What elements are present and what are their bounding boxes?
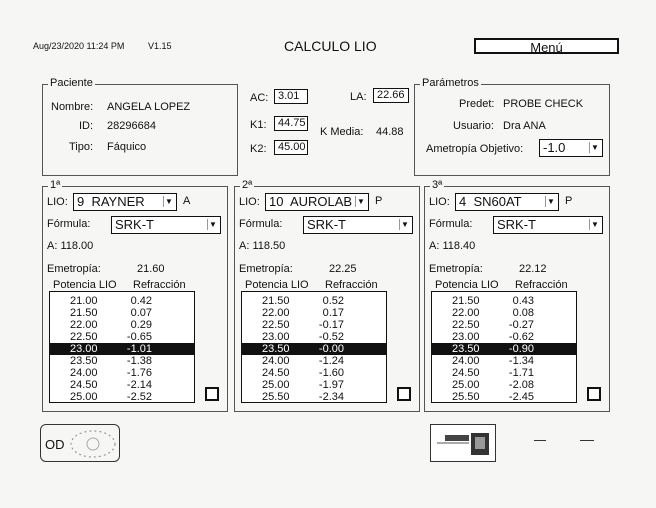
potencia-cell: 23.50 bbox=[262, 343, 290, 355]
iol-panel-3 bbox=[424, 179, 610, 412]
table-row[interactable] bbox=[432, 295, 576, 307]
lio-label: LIO: bbox=[47, 196, 68, 208]
power-table[interactable] bbox=[431, 291, 577, 403]
refraccion-cell: 0.08 bbox=[512, 307, 534, 319]
refraccion-cell: -2.08 bbox=[508, 379, 534, 391]
la-field[interactable]: 22.66 bbox=[373, 88, 409, 103]
potencia-cell: 22.50 bbox=[262, 319, 290, 331]
emetropia-value: 22.12 bbox=[519, 263, 547, 275]
potencia-cell: 22.50 bbox=[70, 331, 98, 343]
lio-value: 9 RAYNER bbox=[77, 194, 145, 209]
potencia-cell: 25.00 bbox=[452, 379, 480, 391]
lio-label: LIO: bbox=[429, 196, 450, 208]
table-row[interactable] bbox=[50, 331, 194, 343]
formula-select[interactable] bbox=[493, 216, 603, 234]
potencia-cell: 23.50 bbox=[70, 355, 98, 367]
col-potencia-header: Potencia LIO bbox=[53, 279, 117, 291]
potencia-cell: 23.00 bbox=[262, 331, 290, 343]
iol-panel-1 bbox=[42, 179, 228, 412]
lio-select[interactable] bbox=[265, 193, 369, 211]
chevron-down-icon: ▼ bbox=[355, 196, 366, 207]
potencia-cell: 25.00 bbox=[70, 391, 98, 403]
potencia-cell: 22.00 bbox=[70, 319, 98, 331]
refraccion-cell: -2.34 bbox=[318, 391, 344, 403]
table-row[interactable] bbox=[242, 367, 386, 379]
predet-value: PROBE CHECK bbox=[503, 98, 584, 110]
power-table[interactable] bbox=[49, 291, 195, 403]
lio-suffix: A bbox=[183, 195, 191, 207]
table-row[interactable] bbox=[242, 391, 386, 403]
name-label: Nombre: bbox=[51, 101, 94, 113]
ametropia-select[interactable] bbox=[539, 139, 603, 157]
iol-panel-2 bbox=[234, 179, 420, 412]
a-constant: A: 118.00 bbox=[47, 240, 94, 252]
refraccion-cell: -2.14 bbox=[126, 379, 152, 391]
a-constant: A: 118.50 bbox=[239, 240, 286, 252]
refraccion-cell: -0.52 bbox=[318, 331, 344, 343]
potencia-cell: 21.50 bbox=[70, 307, 98, 319]
table-row[interactable] bbox=[242, 307, 386, 319]
eye-od-button[interactable] bbox=[40, 424, 120, 462]
table-row[interactable] bbox=[242, 379, 386, 391]
table-row[interactable] bbox=[432, 391, 576, 403]
ac-label: AC: bbox=[250, 92, 269, 104]
id-label: ID: bbox=[79, 120, 94, 132]
chevron-down-icon: ▼ bbox=[207, 219, 218, 230]
k2-field[interactable]: 45.00 bbox=[274, 140, 308, 155]
refraccion-cell: -0.65 bbox=[126, 331, 152, 343]
panel-legend: 2ª bbox=[242, 179, 253, 191]
refraccion-cell: 0.07 bbox=[130, 307, 152, 319]
chevron-down-icon: ▼ bbox=[589, 142, 600, 153]
col-refraccion-header: Refracción bbox=[133, 279, 186, 291]
potencia-cell: 23.00 bbox=[452, 331, 480, 343]
ac-field[interactable]: 3.01 bbox=[274, 89, 308, 104]
ametropia-label: Ametropía Objetivo: bbox=[426, 143, 524, 155]
refraccion-cell: -1.34 bbox=[508, 355, 534, 367]
lio-select[interactable] bbox=[73, 193, 177, 211]
patient-name: ANGELA LOPEZ bbox=[107, 101, 191, 113]
refraccion-cell: -1.24 bbox=[318, 355, 344, 367]
table-row[interactable] bbox=[432, 319, 576, 331]
a-constant: A: 118.40 bbox=[429, 240, 476, 252]
potencia-cell: 24.00 bbox=[70, 367, 98, 379]
lio-value: 10 AUROLAB bbox=[269, 194, 353, 209]
potencia-cell: 21.50 bbox=[262, 295, 290, 307]
potencia-cell: 25.00 bbox=[262, 379, 290, 391]
potencia-cell: 21.50 bbox=[452, 295, 480, 307]
refraccion-cell: 0.52 bbox=[322, 295, 344, 307]
eye-icon bbox=[67, 427, 119, 461]
power-table[interactable] bbox=[241, 291, 387, 403]
refraccion-cell: -1.01 bbox=[126, 343, 152, 355]
potencia-cell: 24.00 bbox=[262, 355, 290, 367]
k2-label: K2: bbox=[250, 143, 267, 155]
refraccion-cell: 0.42 bbox=[130, 295, 152, 307]
refraccion-cell: -0.27 bbox=[508, 319, 534, 331]
refraccion-cell: -2.52 bbox=[126, 391, 152, 403]
table-row[interactable] bbox=[50, 295, 194, 307]
table-row[interactable] bbox=[432, 367, 576, 379]
table-row[interactable] bbox=[432, 379, 576, 391]
refraccion-cell: -0.62 bbox=[508, 331, 534, 343]
refraccion-cell: -0.90 bbox=[508, 343, 534, 355]
od-label: OD bbox=[45, 437, 65, 452]
refraccion-cell: 0.29 bbox=[130, 319, 152, 331]
timestamp: Aug/23/2020 11:24 PM bbox=[33, 41, 125, 51]
table-row[interactable] bbox=[50, 391, 194, 403]
potencia-cell: 22.50 bbox=[452, 319, 480, 331]
potencia-cell: 25.50 bbox=[452, 391, 480, 403]
select-checkbox[interactable] bbox=[205, 387, 219, 401]
chevron-down-icon: ▼ bbox=[545, 196, 556, 207]
predet-label: Predet: bbox=[459, 98, 495, 110]
patient-group bbox=[42, 77, 238, 176]
lio-label: LIO: bbox=[239, 196, 260, 208]
patient-type: Fáquico bbox=[107, 141, 147, 153]
params-group bbox=[414, 77, 610, 176]
divider-left bbox=[534, 440, 546, 441]
table-row[interactable] bbox=[242, 331, 386, 343]
user-value: Dra ANA bbox=[503, 120, 546, 132]
k1-field[interactable]: 44.75 bbox=[274, 116, 308, 131]
col-refraccion-header: Refracción bbox=[325, 279, 378, 291]
col-potencia-header: Potencia LIO bbox=[245, 279, 309, 291]
potencia-cell: 25.50 bbox=[262, 391, 290, 403]
chevron-down-icon: ▼ bbox=[589, 219, 600, 230]
refraccion-cell: -1.97 bbox=[318, 379, 344, 391]
formula-value: SRK-T bbox=[307, 217, 346, 232]
formula-select[interactable] bbox=[303, 216, 413, 234]
lio-suffix: P bbox=[565, 195, 573, 207]
type-label: Tipo: bbox=[69, 141, 94, 153]
table-row[interactable] bbox=[50, 379, 194, 391]
table-row[interactable] bbox=[50, 307, 194, 319]
refraccion-cell: -1.60 bbox=[318, 367, 344, 379]
potencia-cell: 22.00 bbox=[452, 307, 480, 319]
patient-id: 28296684 bbox=[107, 120, 156, 132]
potencia-cell: 24.00 bbox=[452, 355, 480, 367]
refraccion-cell: 0.17 bbox=[322, 307, 344, 319]
kmedia-value: 44.88 bbox=[376, 126, 404, 138]
table-row[interactable] bbox=[432, 355, 576, 367]
potencia-cell: 22.00 bbox=[262, 307, 290, 319]
patient-legend: Paciente bbox=[50, 77, 93, 89]
divider-right bbox=[580, 440, 594, 441]
table-row[interactable] bbox=[242, 343, 386, 355]
printer-icon bbox=[431, 425, 495, 461]
potencia-cell: 24.50 bbox=[452, 367, 480, 379]
table-row[interactable] bbox=[432, 307, 576, 319]
kmedia-label: K Media: bbox=[320, 126, 364, 138]
refraccion-cell: -0.17 bbox=[318, 319, 344, 331]
panel-legend: 3ª bbox=[432, 179, 443, 191]
lio-select[interactable] bbox=[455, 193, 559, 211]
refraccion-cell: -0.00 bbox=[318, 343, 344, 355]
emetropia-label: Emetropía: bbox=[47, 263, 101, 275]
formula-label: Fórmula: bbox=[47, 218, 91, 230]
refraccion-cell: -2.45 bbox=[508, 391, 534, 403]
table-row[interactable] bbox=[50, 355, 194, 367]
table-row[interactable] bbox=[50, 343, 194, 355]
formula-select[interactable] bbox=[111, 216, 221, 234]
table-row[interactable] bbox=[50, 367, 194, 379]
select-checkbox[interactable] bbox=[397, 387, 411, 401]
version-label: V1.15 bbox=[148, 41, 172, 51]
emetropia-value: 22.25 bbox=[329, 263, 357, 275]
potencia-cell: 24.50 bbox=[70, 379, 98, 391]
potencia-cell: 24.50 bbox=[262, 367, 290, 379]
refraccion-cell: -1.71 bbox=[508, 367, 534, 379]
chevron-down-icon: ▼ bbox=[163, 196, 174, 207]
print-button[interactable] bbox=[430, 424, 496, 462]
lio-suffix: P bbox=[375, 195, 383, 207]
emetropia-label: Emetropía: bbox=[239, 263, 293, 275]
table-row[interactable] bbox=[432, 331, 576, 343]
refraccion-cell: -1.76 bbox=[126, 367, 152, 379]
emetropia-value: 21.60 bbox=[137, 263, 165, 275]
col-potencia-header: Potencia LIO bbox=[435, 279, 499, 291]
refraccion-cell: -1.38 bbox=[126, 355, 152, 367]
page-title: CALCULO LIO bbox=[284, 38, 377, 54]
table-row[interactable] bbox=[432, 343, 576, 355]
potencia-cell: 23.00 bbox=[70, 343, 98, 355]
table-row[interactable] bbox=[242, 355, 386, 367]
ametropia-value: -1.0 bbox=[543, 140, 566, 155]
lio-value: 4 SN60AT bbox=[459, 194, 522, 209]
select-checkbox[interactable] bbox=[587, 387, 601, 401]
user-label: Usuario: bbox=[453, 120, 494, 132]
formula-label: Fórmula: bbox=[239, 218, 283, 230]
formula-label: Fórmula: bbox=[429, 218, 473, 230]
k1-label: K1: bbox=[250, 119, 267, 131]
col-refraccion-header: Refracción bbox=[515, 279, 568, 291]
menu-button[interactable]: Menú bbox=[474, 38, 619, 54]
table-row[interactable] bbox=[50, 319, 194, 331]
la-label: LA: bbox=[350, 91, 367, 103]
refraccion-cell: 0.43 bbox=[512, 295, 534, 307]
potencia-cell: 21.00 bbox=[70, 295, 98, 307]
params-legend: Parámetros bbox=[422, 77, 479, 89]
potencia-cell: 23.50 bbox=[452, 343, 480, 355]
table-row[interactable] bbox=[242, 319, 386, 331]
table-row[interactable] bbox=[242, 295, 386, 307]
formula-value: SRK-T bbox=[497, 217, 536, 232]
emetropia-label: Emetropía: bbox=[429, 263, 483, 275]
panel-legend: 1ª bbox=[50, 179, 61, 191]
formula-value: SRK-T bbox=[115, 217, 154, 232]
chevron-down-icon: ▼ bbox=[399, 219, 410, 230]
